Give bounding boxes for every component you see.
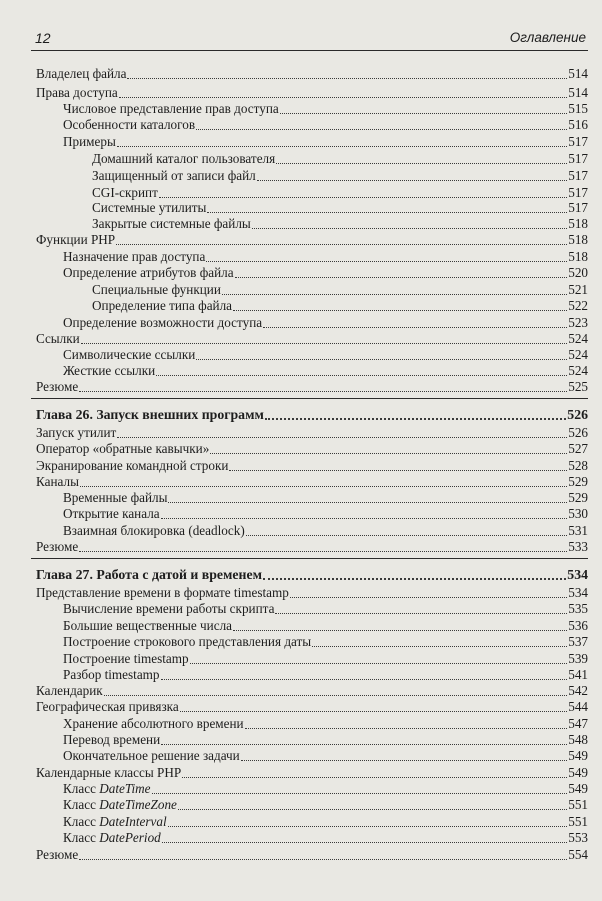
toc-entry: Класс DateTimeZone 551 [63,797,588,812]
toc-entry: Закрытые системные файлы 518 [92,216,588,231]
toc-entry: Права доступа 514 [36,85,588,100]
chapter-divider [31,558,588,559]
toc-entry: Символические ссылки 524 [63,347,588,362]
toc-entry: Взаимная блокировка (deadlock) 531 [63,523,588,538]
toc-entry: Системные утилиты 517 [92,200,588,215]
section-title: Оглавление [509,30,586,45]
toc-entry: Запуск утилит 526 [36,425,588,440]
toc-entry: Каналы 529 [36,474,588,489]
toc-entry: Особенности каталогов 516 [63,117,588,132]
toc-entry: Владелец файла 514 [36,66,588,81]
toc-entry: Вычисление времени работы скрипта 535 [63,601,588,616]
toc-entry: Числовое представление прав доступа 515 [63,101,588,116]
toc-entry: Большие вещественные числа 536 [63,618,588,633]
toc-entry: Перевод времени 548 [63,732,588,747]
toc-entry: Временные файлы 529 [63,490,588,505]
toc-entry: Разбор timestamp 541 [63,667,588,682]
toc-entry: Примеры 517 [63,134,588,149]
toc-entry: Резюме 525 [36,379,588,394]
toc-entry: Функции PHP 518 [36,232,588,247]
toc-entry: Окончательное решение задачи 549 [63,748,588,763]
toc-entry: Домашний каталог пользователя 517 [92,151,588,166]
toc-entry: Построение timestamp 539 [63,651,588,666]
page-number: 12 [35,30,51,46]
toc-entry: Класс DateInterval 551 [63,814,588,829]
toc-entry: Календарные классы PHP 549 [36,765,588,780]
toc-entry: Оператор «обратные кавычки» 527 [36,441,588,456]
toc-entry: Календарик 542 [36,683,588,698]
toc-entry: Открытие канала 530 [63,506,588,521]
toc-entry: Защищенный от записи файл 517 [92,168,588,183]
toc-entry: Определение возможности доступа 523 [63,315,588,330]
toc-entry: Резюме 554 [36,847,588,862]
toc-entry: Построение строкового представления даты 537 [63,634,588,649]
toc-entry: Назначение прав доступа 518 [63,249,588,264]
toc-entry: Представление времени в формате timestamp 534 [36,585,588,600]
toc-entry: Экранирование командной строки 528 [36,458,588,473]
toc-entry: Определение атрибутов файла 520 [63,265,588,280]
toc-entry: Определение типа файла 522 [92,298,588,313]
chapter-divider [31,398,588,399]
toc-entry: Жесткие ссылки 524 [63,363,588,378]
toc-entry: Резюме 533 [36,539,588,554]
toc-entry: Ссылки 524 [36,331,588,346]
chapter-heading: Глава 27. Работа с датой и временем 534 [36,567,588,582]
toc-entry: Хранение абсолютного времени 547 [63,716,588,731]
toc-entry: Класс DateTime 549 [63,781,588,796]
toc-entry: Специальные функции 521 [92,282,588,297]
toc-entry: Географическая привязка 544 [36,699,588,714]
chapter-heading: Глава 26. Запуск внешних программ 526 [36,407,588,422]
toc-entry: Класс DatePeriod 553 [63,830,588,845]
toc-entry: CGI-скрипт 517 [92,185,588,200]
